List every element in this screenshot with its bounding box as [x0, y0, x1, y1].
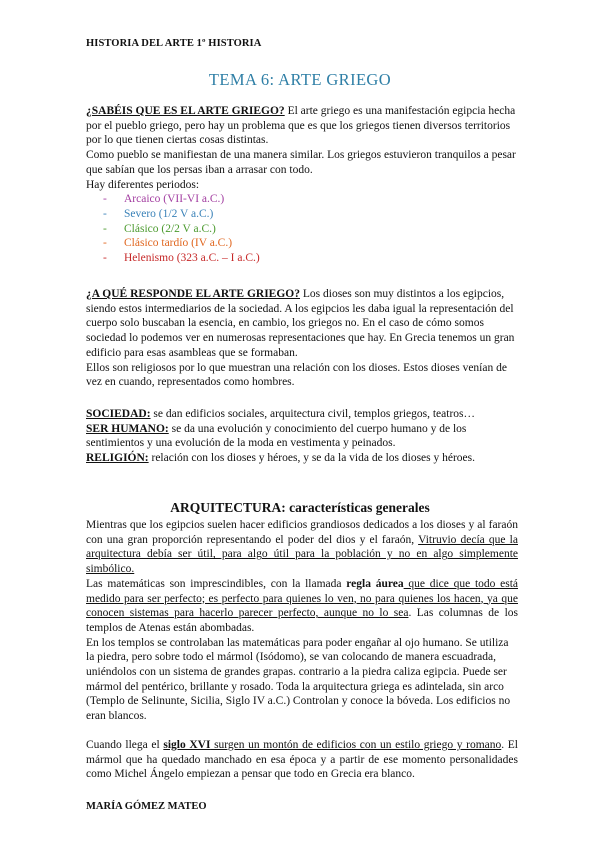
text: . El mármol que ha quedado manchado en esa época y a partir de ese momento personalidades como Michel Ángelo empiezan a pensar que todo en Grecia era blanco.: [86, 738, 518, 781]
section-arquitectura: [86, 518, 518, 782]
paragraph-religion: [86, 451, 518, 466]
paragraph-templos: En los templos se controlaban las matemáticas para poder engañar al ojo humano. Se utiliza la piedra, pero sobre todo el mármol (Isódomo), se van colocando de manera escuadrada, uniéndolos con un sistema de grandes grapas. contrario a la piedra caliza egipcia. Puede ser mármol del pentérico, brillante y rosado. Toda la arquitectura griega es adintelada, sin arco (Templo de Selinunte, Sicilia, Siglo IV a.C.) Controlan y conoce la bóveda. Los edificios no eran blancos.: [86, 636, 511, 723]
text: relación con los dioses y héroes, y se da la vida de los dioses y héroes.: [148, 452, 476, 465]
page-title: TEMA 6: ARTE GRIEGO: [208, 70, 392, 89]
paragraph: Hay diferentes periodos:: [86, 178, 200, 191]
list-item-severo: - Severo (1/2 V a.C.): [103, 207, 518, 222]
list-item-clasico: - Clásico (2/2 V a.C.): [103, 222, 518, 237]
underlined-text: que dice que todo está medido para ser perfecto; es perfecto para quienes lo ven, no para quienes los hacen, ya que conocen sistemas para hacerlo parecer perfecto, aunque no lo sea: [86, 577, 519, 620]
paragraph-a-que-responde: [86, 287, 518, 361]
text: El arte griego es una manifestación egipcia hecha por el pueblo griego, pero hay un problema que es que los griegos tienen diversos territorios por lo que tienen ciertas cosas distintas.: [86, 105, 516, 147]
section-que-es: [86, 104, 518, 266]
paragraph-vitruvio: [86, 518, 518, 577]
text: se da una evolución y conocimiento del cuerpo humano y de los sentimientos y una evolución de la moda en vestimenta y peinados.: [86, 422, 467, 450]
paragraph: Ellos son religiosos por lo que muestran una relación con los dioses. Estos dioses venían de vez en cuando, representados como hombres.: [86, 361, 507, 389]
bold-term: siglo XVI: [163, 738, 211, 751]
list-item-helenismo: - Helenismo (323 a.C. – I a.C.): [103, 251, 518, 266]
paragraph-siglo-xvi: [86, 738, 518, 782]
text: Cuando llega el: [86, 738, 164, 751]
text: Los dioses son muy distintos a los egipcios, siendo estos intermediarios de la sociedad. A los egipcios les daba igual la representación del cuerpo solo buscaban la esencia, en cambio, los griegos no. En el caso de cómo somos sociedad lo podemos ver en numerosas representaciones que hay. En Grecia tenemos un gran edificio para esas asambleas que se formaban.: [86, 288, 515, 359]
section-aspectos: [86, 407, 518, 466]
page-header: HISTORIA DEL ARTE 1º HISTORIA: [86, 38, 262, 49]
text: se dan edificios sociales, arquitectura civil, templos griegos, teatros…: [150, 408, 476, 420]
paragraph-ser-humano: [86, 422, 518, 451]
paragraph-que-es: [86, 104, 518, 148]
architecture-heading: ARQUITECTURA: características generales: [170, 500, 430, 515]
paragraph-regla-aurea: [86, 577, 518, 636]
periods-list: [86, 192, 518, 266]
label-sociedad: SOCIEDAD:: [86, 408, 151, 420]
text: Las matemáticas son imprescindibles, con la llamada: [86, 577, 347, 590]
page-footer: MARÍA GÓMEZ MATEO: [86, 801, 207, 812]
text: Mientras que los egipcios suelen hacer edificios grandiosos dedicados a los dioses y al faraón con una gran proporción representando el poder del dios y el faraón,: [86, 519, 518, 546]
text: . Las columnas de los templos de Atenas están abombadas.: [86, 607, 519, 634]
paragraph: Como pueblo se manifiestan de una manera similar. Los griegos estuvieron tranquilos a pesar que sabían que los persas iban a arrasar con todo.: [86, 149, 516, 176]
underlined-text: surgen un montón de edificios con un estilo griego y romano: [210, 738, 502, 751]
label-religion: RELIGIÓN:: [86, 452, 149, 465]
paragraph-sociedad: [86, 407, 518, 422]
underlined-text: Vitruvio decía que la arquitectura debía ser útil, para algo útil para la población y no en algo simplemente simbólico.: [86, 533, 518, 576]
list-item-arcaico: - Arcaico (VII-VI a.C.): [103, 192, 518, 207]
label-ser-humano: SER HUMANO:: [86, 422, 169, 435]
section-heading-que-es: ¿SABÉIS QUE ES EL ARTE GRIEGO?: [86, 105, 285, 117]
list-item-clasico-tardio: - Clásico tardío (IV a.C.): [103, 236, 518, 251]
section-heading-a-que-responde: ¿A QUÉ RESPONDE EL ARTE GRIEGO?: [86, 288, 300, 300]
section-a-que-responde: [86, 287, 518, 390]
bold-term: regla áurea: [346, 577, 404, 590]
